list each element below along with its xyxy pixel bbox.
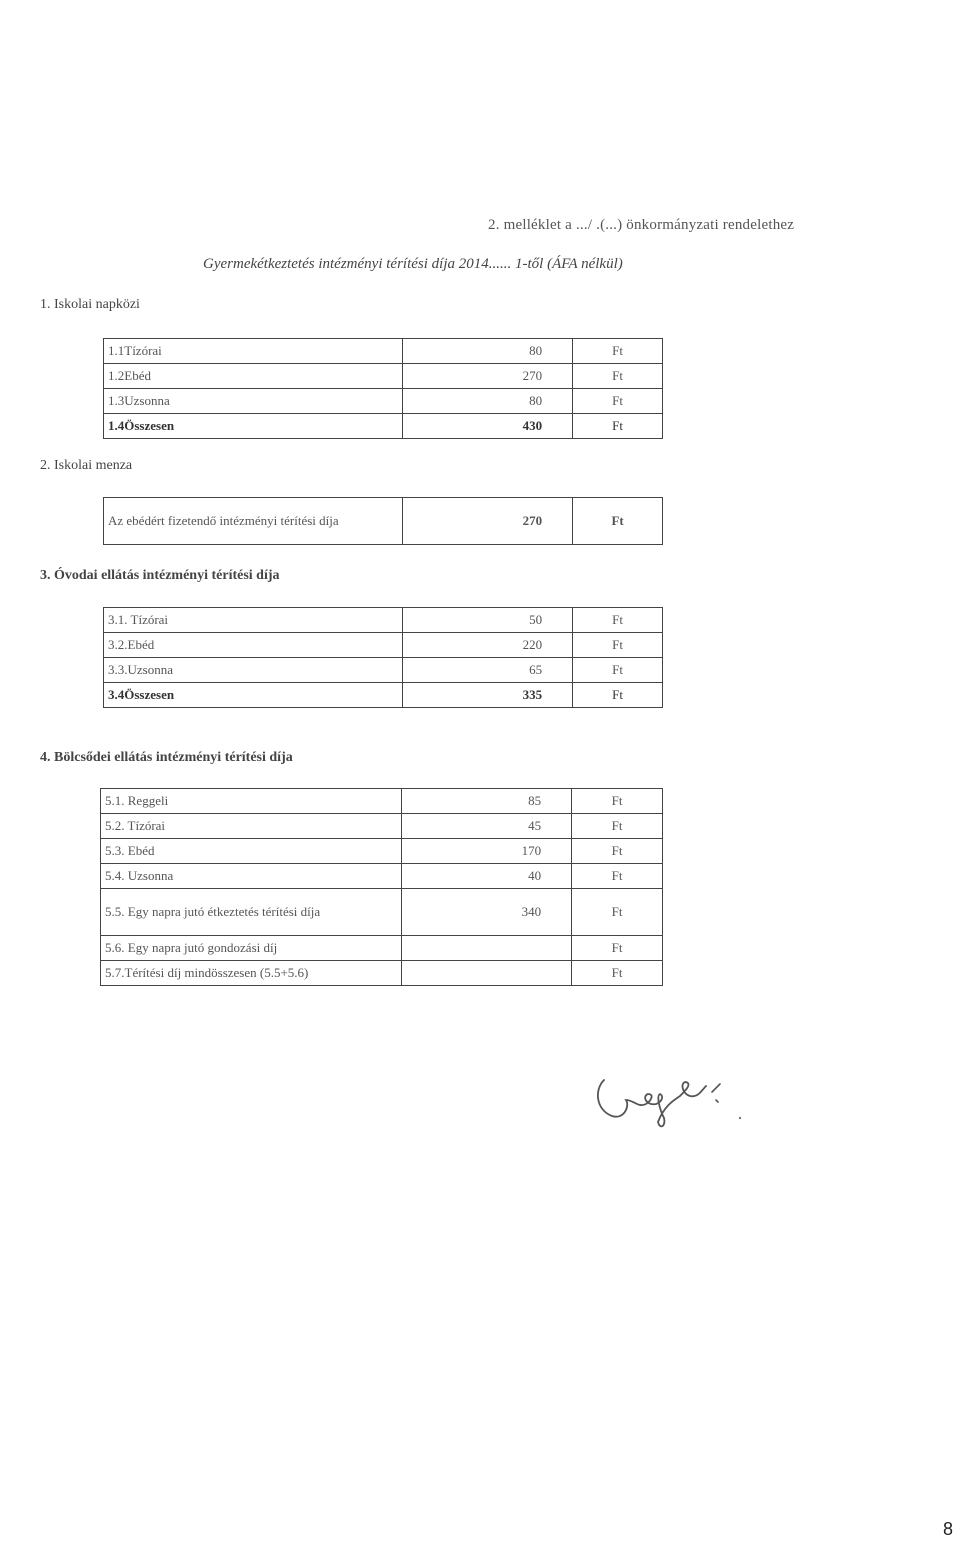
item-name: 5.4. Uzsonna — [101, 864, 402, 889]
total-name: 1.4Összesen — [104, 414, 403, 439]
item-name: 1.3Uzsonna — [104, 389, 403, 414]
total-name: 3.4Összesen — [104, 683, 403, 708]
table-row — [101, 789, 663, 814]
item-value: 50 — [403, 608, 573, 633]
section-4-heading: 4. Bölcsődei ellátás intézményi térítési díja — [40, 750, 293, 765]
item-unit: Ft — [572, 936, 663, 961]
item-unit: Ft — [572, 789, 663, 814]
school-canteen-fee-table — [103, 497, 663, 545]
item-value: 80 — [403, 389, 573, 414]
item-value: 45 — [402, 814, 572, 839]
item-unit: Ft — [573, 498, 663, 545]
total-unit: Ft — [573, 683, 663, 708]
section-2-heading: 2. Iskolai menza — [40, 458, 133, 473]
item-value: 40 — [402, 864, 572, 889]
item-value: 85 — [402, 789, 572, 814]
table-row — [101, 936, 663, 961]
total-row — [104, 414, 663, 439]
section-1-heading: 1. Iskolai napközi — [40, 297, 140, 312]
table-row — [104, 658, 663, 683]
total-value: 335 — [403, 683, 573, 708]
table-row — [101, 814, 663, 839]
item-unit: Ft — [572, 961, 663, 986]
item-unit: Ft — [573, 364, 663, 389]
item-name: 1.2Ebéd — [104, 364, 403, 389]
item-name: 5.6. Egy napra jutó gondozási díj — [101, 936, 402, 961]
table-row — [101, 839, 663, 864]
item-name: 3.2.Ebéd — [104, 633, 403, 658]
handwritten-signature — [590, 1060, 760, 1140]
table-row — [104, 633, 663, 658]
total-unit: Ft — [573, 414, 663, 439]
item-value: 170 — [402, 839, 572, 864]
item-name: 5.3. Ebéd — [101, 839, 402, 864]
item-unit: Ft — [573, 339, 663, 364]
item-value: 80 — [403, 339, 573, 364]
item-unit: Ft — [572, 814, 663, 839]
item-value: 340 — [402, 889, 572, 936]
item-value — [402, 961, 572, 986]
item-name: 5.7.Térítési díj mindösszesen (5.5+5.6) — [101, 961, 402, 986]
table-row — [101, 889, 663, 936]
item-name: 3.1. Tízórai — [104, 608, 403, 633]
item-value: 270 — [403, 364, 573, 389]
item-unit: Ft — [573, 389, 663, 414]
item-unit: Ft — [573, 633, 663, 658]
page-number: 8 — [943, 1519, 954, 1539]
section-3-heading: 3. Óvodai ellátás intézményi térítési díja — [40, 568, 280, 583]
item-unit: Ft — [572, 864, 663, 889]
document-title: Gyermekétkeztetés intézményi térítési díja 2014...... 1-től (ÁFA nélkül) — [203, 256, 623, 272]
item-name: 1.1Tízórai — [104, 339, 403, 364]
total-value: 430 — [403, 414, 573, 439]
item-unit: Ft — [572, 889, 663, 936]
item-unit: Ft — [572, 839, 663, 864]
table-row — [101, 864, 663, 889]
item-name: 3.3.Uzsonna — [104, 658, 403, 683]
table-row — [104, 498, 663, 545]
school-daycare-fee-table — [103, 338, 663, 439]
annex-reference: 2. melléklet a .../ .(...) önkormányzati rendelethez — [488, 217, 795, 233]
item-value: 270 — [403, 498, 573, 545]
table-row — [104, 364, 663, 389]
table-row — [104, 339, 663, 364]
table-row — [104, 389, 663, 414]
table-row — [101, 961, 663, 986]
item-unit: Ft — [573, 658, 663, 683]
item-name: 5.5. Egy napra jutó étkeztetés térítési díja — [101, 889, 402, 936]
nursery-fee-table — [100, 788, 663, 986]
item-value: 65 — [403, 658, 573, 683]
item-name: 5.2. Tízórai — [101, 814, 402, 839]
item-value — [402, 936, 572, 961]
item-unit: Ft — [573, 608, 663, 633]
item-value: 220 — [403, 633, 573, 658]
table-row — [104, 608, 663, 633]
item-name: 5.1. Reggeli — [101, 789, 402, 814]
kindergarten-fee-table — [103, 607, 663, 708]
item-name: Az ebédért fizetendő intézményi térítési díja — [104, 498, 403, 545]
total-row — [104, 683, 663, 708]
